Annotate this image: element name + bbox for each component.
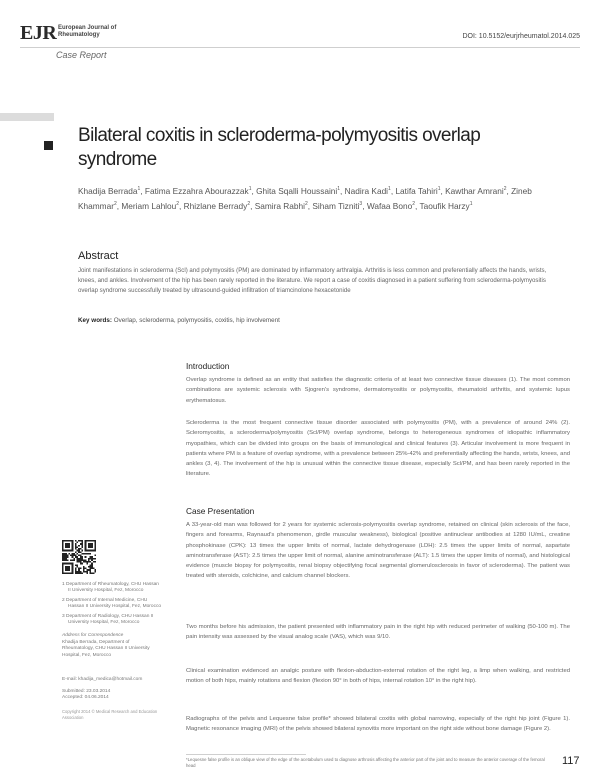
qr-code-icon[interactable] [62,540,96,574]
author-affiliation-marker: 2 [247,201,251,208]
copyright-notice: Copyright 2014 © Medical Research and Education Association [62,709,158,720]
accepted-date: Accepted: 04.06.2014 [62,695,109,701]
author-affiliation-marker: 2 [503,186,507,192]
article-type-label: Case Report [56,50,107,60]
correspondence-email[interactable]: E-mail: khadija_medica@hotmail.com [62,677,143,682]
keywords-value: Overlap, scleroderma, polymyositis, coxitis, hip involvement [113,317,280,324]
author-affiliation-marker: 1 [337,186,341,192]
journal-name: European Journal of Rheumatology [58,25,117,38]
journal-logo [20,22,140,46]
author-list: Khadija Berrada$^1$, Fatima Ezzahra Abourazzak$^1$, Ghita Sqalli Houssaini$^1$, Nadira Kadi$^1$, Latifa Tahiri$^1$, Kawthar Amrani$^2$, Zineb Khammar$^2$, Meriam Lahlou$^2$, Rhizlane Berrady$^2$, Samira Rabhi$^2$, Siham Tizniti$^3$, Wafaa Bono$^2$, Taoufik Harzy$^1$ [78,185,532,212]
title-bullet-icon [44,141,53,150]
case-paragraph-4: Radiographs of the pelvis and Lequesne false profile* showed bilateral coxitis with global narrowing, especially of the right hip joint (Figure 1). Magnetic resonance imaging (MRI) of the pelvis showed bilateral synovitis more important on the right side without bone damage (Figure 2). [186,716,570,733]
author-name: Nadira Kadi [344,185,389,196]
author-name: Siham Tizniti [312,201,360,212]
journal-abbrev: EJR [20,22,57,44]
author-affiliation-marker: 2 [412,201,415,208]
author-affiliation-marker: 1 [388,186,391,192]
correspondence-label: Address for Correspondence [62,633,124,638]
author-affiliation-marker: 1 [437,186,441,192]
affiliation-item: 2 Department of Internal Medicine, CHU Hassan II University Hospital, Fez, Morocco [62,597,162,610]
case-paragraph-3: Clinical examination evidenced an analgic posture with flexion-abduction-external rotation of the right leg, a limp when walking, and restricted motion of both hips, mainly rotations and flexion (flexion 90° in both of hips, internal rotation 10° in the right hip). [186,668,570,685]
submitted-date: Submitted: 23.03.2014 [62,689,111,694]
author-name: Khadija Berrada [78,185,138,196]
introduction-paragraph-1: Overlap syndrome is defined as an entity that satisfies the diagnostic criteria of at least two connective tissue diseases (1). The most common combinations are systemic sclerosis with Sjogren's syndrome, dermatomyositis or polymyositis, rheumatoid arthritis, and systemic lupus erythematosus. [186,377,570,404]
author-name: Rhizlane Berrady [183,201,248,212]
case-paragraph-1: A 33-year-old man was followed for 2 years for systemic sclerosis-polymyositis overlap syndrome, retained on clinical (skin sclerosis of the face, fingers and forearms, Raynaud's phenomenon, girdle muscular weakness), biological (positive antinuclear antibodies at 1280 IU/mL, creatine phosphokinase (CPK): 13 times the upper limits of normal, lactate dehydrogenase (LDH): 2.5 times the upper limits of normal, aspartate aminotransferase (AST): 2.5 times the upper limit of normal, alanine aminotransferase (ALT): 1.5 times the upper limits of normal), and histological evidence (muscle biopsy for polymyositis, renal biopsy objectifying focal segmental glomerulosclerosis in favor of scleroderma). The patient was treated with steroids, colchicine, and calcium channel blockers. [186,522,570,580]
introduction-heading: Introduction [186,361,230,371]
author-name: Zineb Khammar [78,185,532,212]
author-affiliation-marker: 2 [176,201,180,208]
author-affiliation-marker: 1 [469,201,473,208]
author-affiliation-marker: 3 [359,201,363,208]
introduction-paragraph-2: Scleroderma is the most frequent connective tissue disorder associated with polymyositis (PM), with a prevalence of around 24% (2). Scleromyositis, a scleroderma/polymyositis (Scl/PM) overlap syndrome, belongs to heterogeneous syndromes of idiopathic inflammatory myopathies, which can be divided into groups on the basis of immunological and clinical features (3). Articular involvement is more frequent in patients where PM is a feature of overlap syndrome, with a prevalence between 25%-42% and preferentially affecting the hands, wrists, knees, and ankles (3, 4). The involvement of the hip is unusual within the connective tissue disease, especially Scl/PM, and has been rarely reported in the literature. [186,420,570,478]
author-affiliation-marker: 2 [304,201,308,208]
affiliations [62,582,162,629]
author-name: Taoufik Harzy [419,201,470,212]
author-name: Latifa Tahiri [395,185,438,196]
author-name: Fatima Ezzahra Abourazzak [144,185,249,196]
author-name: Wafaa Bono [366,201,413,212]
keywords-label: Key words: [78,317,112,324]
author-affiliation-marker: 1 [137,186,141,192]
header-divider [20,47,580,48]
article-title: Bilateral coxitis in scleroderma-polymyositis overlap syndrome [78,125,481,170]
abstract-body: Joint manifestations in scleroderma (Scl) and polymyositis (PM) are dominated by inflammatory arthralgia. Arthritis is less common and preferentially affects the hands, wrists, knees, and ankles. Involvement of the hip has been rarely reported in the literature. We report a case of coxitis diagnosed in a patient suffering from scleroderma-polymyositis overlap syndrome successfully treated by ultrasound-guided infiltration of triamcinolone hexacetonide [78,267,547,294]
page-number: 117 [562,755,580,767]
affiliation-item: 1 Department of Rheumatology, CHU Hassan II University Hospital, Fez, Morocco [62,582,159,594]
accent-bar [0,113,54,121]
author-name: Meriam Lahlou [121,201,177,212]
case-paragraph-2: Two months before his admission, the patient presented with inflammatory pain in the right hip with reduced perimeter of walking (50-100 m). The pain intensity was assessed by the visual analog scale (VAS), which was 9/10. [186,624,570,641]
author-affiliation-marker: 2 [113,201,117,208]
doi-text: DOI: 10.5152/eurjrheumatol.2014.025 [462,33,580,40]
author-name: Ghita Sqalli Houssaini [256,185,338,196]
author-name: Samira Rabhi [254,201,305,212]
keywords-line [78,316,560,326]
footnote: *Lequesne false profile is an oblique view of the edge of the acetabulum used to diagnose arthrosis affecting the anterior part of the joint and to measure the anterior coverage of the femoral head [186,757,545,768]
affiliation-item: 3 Department of Radiology, CHU Hassan II University Hospital, Fez, Morocco [62,613,154,626]
correspondence-address: Khadija Berrada, Department of Rheumatology, CHU Hassan II University Hospital, Fez, Morocco [62,640,150,658]
case-presentation-heading: Case Presentation [186,506,255,516]
author-name: Kawthar Amrani [445,185,504,196]
footnote-divider [186,754,306,755]
abstract-heading: Abstract [78,250,119,262]
article-dates [62,689,162,702]
author-affiliation-marker: 1 [248,186,252,192]
